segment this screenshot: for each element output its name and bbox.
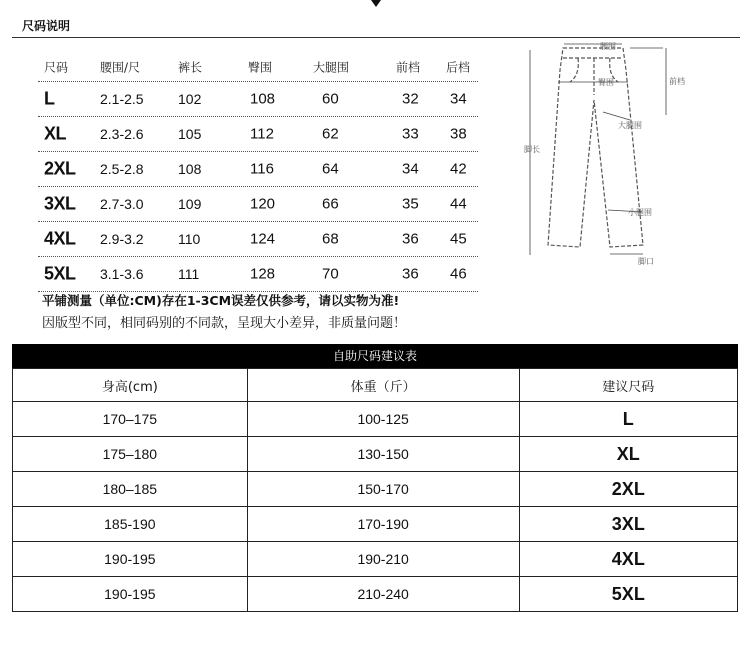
back-rise-value: 46 [450, 265, 467, 283]
thigh-value: 70 [322, 265, 339, 283]
weight-value: 100-125 [247, 402, 519, 437]
weight-value: 190-210 [247, 542, 519, 577]
header-length: 裤长 [178, 60, 203, 74]
section-divider [12, 37, 740, 38]
size-label: 4XL [44, 228, 76, 249]
size-row [38, 117, 478, 152]
height-value: 175–180 [13, 437, 248, 472]
back-rise-value: 34 [450, 90, 467, 108]
height-value: 170–175 [13, 402, 248, 437]
front-rise-value: 35 [402, 195, 419, 213]
top-arrow-icon [371, 0, 381, 7]
length-value: 111 [178, 266, 200, 282]
size-row [38, 82, 478, 117]
front-rise-value: 36 [402, 265, 419, 283]
header-hip: 臀围 [248, 60, 273, 74]
disclaimer-note: 因版型不同，相同码别的不同款，呈现大小差异，非质量问题！ [42, 316, 407, 331]
header-waist: 腰围/尺 [100, 60, 141, 74]
waist-value: 2.7-3.0 [100, 196, 144, 212]
waist-value: 2.1-2.5 [100, 91, 144, 107]
hip-value: 120 [250, 195, 276, 213]
thigh-value: 68 [322, 230, 339, 248]
measurement-note: 平铺测量（单位:CM)存在1-3CM误差仅供参考，请以实物为准! [42, 293, 400, 308]
weight-value: 150-170 [247, 472, 519, 507]
size-row [38, 152, 478, 187]
size-row [38, 187, 478, 222]
size-table [38, 52, 478, 292]
front-rise-value: 34 [402, 160, 419, 178]
header-height: 身高(cm) [13, 369, 248, 402]
label-calf: 小腿围 [628, 208, 652, 217]
waist-value: 2.9-3.2 [100, 231, 144, 247]
suggested-size: 3XL [519, 507, 737, 542]
length-value: 109 [178, 196, 202, 212]
hip-value: 116 [250, 160, 274, 178]
table-row [13, 507, 738, 542]
thigh-value: 62 [322, 125, 339, 143]
height-value: 190-195 [13, 577, 248, 612]
pants-diagram [518, 40, 698, 272]
header-suggested-size: 建议尺码 [519, 369, 737, 402]
header-weight: 体重（斤） [247, 369, 519, 402]
section-title: 尺码说明 [22, 19, 71, 33]
front-rise-value: 33 [402, 125, 419, 143]
recommend-header-row [13, 369, 738, 402]
length-value: 108 [178, 161, 202, 177]
table-row [13, 542, 738, 577]
suggested-size: XL [519, 437, 737, 472]
thigh-value: 60 [322, 90, 339, 108]
front-rise-value: 32 [402, 90, 419, 108]
suggested-size: 5XL [519, 577, 737, 612]
hip-value: 124 [250, 230, 276, 248]
height-value: 190-195 [13, 542, 248, 577]
weight-value: 130-150 [247, 437, 519, 472]
label-thigh: 大腿围 [618, 121, 642, 130]
size-table-header [38, 52, 478, 82]
back-rise-value: 38 [450, 125, 467, 143]
table-row [13, 402, 738, 437]
suggested-size: L [519, 402, 737, 437]
label-waist: 腰围 [600, 42, 616, 51]
size-row [38, 222, 478, 257]
back-rise-value: 45 [450, 230, 467, 248]
thigh-value: 64 [322, 160, 339, 178]
table-row [13, 577, 738, 612]
size-label: 5XL [44, 263, 76, 284]
waist-value: 2.5-2.8 [100, 161, 144, 177]
table-row [13, 472, 738, 507]
label-front-rise: 前档 [669, 77, 685, 86]
height-value: 185-190 [13, 507, 248, 542]
size-label: L [44, 88, 55, 109]
header-thigh: 大腿围 [313, 60, 350, 74]
recommend-table [12, 368, 738, 612]
size-label: XL [44, 123, 67, 144]
hip-value: 108 [250, 90, 276, 108]
length-value: 105 [178, 126, 202, 142]
size-row [38, 257, 478, 292]
back-rise-value: 44 [450, 195, 467, 213]
weight-value: 170-190 [247, 507, 519, 542]
hip-value: 112 [250, 125, 274, 143]
length-value: 110 [178, 231, 201, 247]
suggested-size: 2XL [519, 472, 737, 507]
size-label: 2XL [44, 158, 76, 179]
front-rise-value: 36 [402, 230, 419, 248]
hip-value: 128 [250, 265, 276, 283]
suggested-size: 4XL [519, 542, 737, 577]
size-label: 3XL [44, 193, 76, 214]
height-value: 180–185 [13, 472, 248, 507]
table-row [13, 437, 738, 472]
header-back-rise: 后档 [446, 60, 471, 74]
label-hip: 臀围 [598, 78, 614, 87]
length-value: 102 [178, 91, 202, 107]
back-rise-value: 42 [450, 160, 467, 178]
label-hem: 脚口 [638, 257, 654, 266]
waist-value: 3.1-3.6 [100, 266, 144, 282]
waist-value: 2.3-2.6 [100, 126, 144, 142]
weight-value: 210-240 [247, 577, 519, 612]
label-length: 脚长 [524, 145, 540, 154]
header-size: 尺码 [44, 60, 69, 74]
recommend-title: 自助尺码建议表 [12, 344, 738, 368]
header-front-rise: 前档 [396, 60, 421, 74]
thigh-value: 66 [322, 195, 339, 213]
